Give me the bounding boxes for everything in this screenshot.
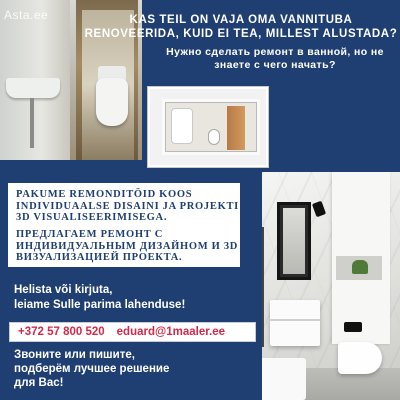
plant — [352, 260, 368, 274]
vanity-drawer-line — [270, 319, 320, 321]
headline-russian: Нужно сделать ремонт в ванной, но не знаете с чего начать? — [166, 46, 384, 71]
mirror — [277, 202, 311, 280]
offer-russian: ПРЕДЛАГАЕМ РЕМОНТ С ИНДИВИДУАЛЬНЫМ ДИЗАЙНОМ И 3D ВИЗУАЛИЗАЦИЕЙ ПРОЕКТА. — [16, 229, 239, 263]
headline-estonian: KAS TEIL ON VAJA OMA VANNITUBA RENOVEERIDA, KUID EI TEA, MILLEST ALUSTADA? — [84, 14, 398, 40]
old-sink — [6, 78, 60, 98]
wall-hung-toilet — [338, 342, 382, 374]
sink-pipe — [30, 98, 34, 148]
shower-rail — [262, 227, 264, 347]
call-to-action-estonian — [14, 283, 214, 313]
plan-wood-wall — [227, 106, 245, 150]
watermark: Asta.ee — [4, 8, 49, 22]
flush-plate — [344, 322, 362, 332]
plan-bathtub — [171, 108, 193, 144]
cta-et-line: Helista või kirjuta, — [14, 284, 113, 296]
cta-et-line: leiame Sulle parima lahenduse! — [14, 299, 186, 311]
after-bathroom-photo — [262, 172, 400, 400]
contact-bar — [9, 322, 256, 342]
cta-ru-line: Звоните или пишите, — [14, 349, 135, 361]
call-to-action-russian — [14, 348, 214, 390]
bathtub — [262, 358, 306, 400]
mirror-glass — [283, 208, 305, 274]
cta-ru-line: подберём лучшее решение — [14, 363, 170, 375]
3d-plan-render — [148, 87, 268, 167]
vanity-unit — [270, 300, 320, 346]
email-address[interactable]: eduard@1maaler.ee — [116, 326, 226, 338]
plan-toilet — [209, 130, 219, 144]
old-toilet — [96, 78, 128, 126]
offer-box — [6, 181, 242, 269]
cta-ru-line: для Вас! — [14, 377, 64, 389]
plan-room — [162, 99, 260, 155]
phone-number[interactable]: +372 57 800 520 — [18, 326, 105, 338]
offer-estonian: PAKUME REMONDITÖID KOOS INDIVIDUAALSE DISAINI JA PROJEKTI 3D VISUALISEERIMISEGA. — [16, 189, 239, 223]
